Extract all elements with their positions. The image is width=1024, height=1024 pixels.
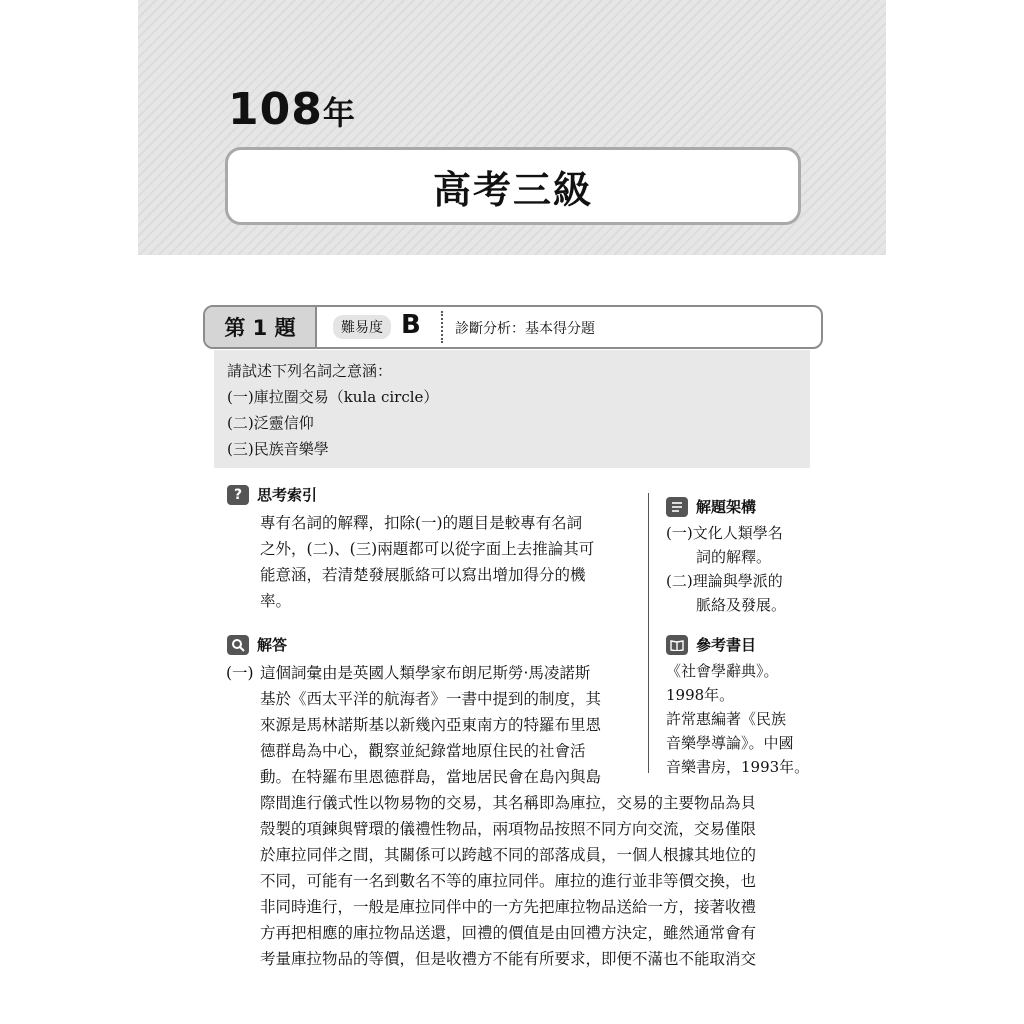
- question-item: (三)民族音樂學: [227, 440, 329, 458]
- text-line: 脈絡及發展。: [666, 596, 787, 614]
- framework-text: [666, 521, 806, 617]
- text-line: 基於《西太平洋的航海者》一書中提到的制度，其: [260, 690, 602, 708]
- difficulty-label: 難易度: [333, 315, 391, 339]
- question-mark-icon: ?: [227, 485, 249, 505]
- thinking-text: [260, 510, 632, 614]
- thinking-title: 思考索引: [257, 486, 318, 504]
- framework-heading: [666, 496, 756, 517]
- references-title: 參考書目: [696, 636, 757, 654]
- question-bar: [203, 305, 823, 349]
- question-body: [214, 350, 810, 468]
- text-line: 《社會學辭典》。: [666, 662, 779, 680]
- list-icon: [666, 497, 688, 517]
- text-line: 不同，可能有一名到數名不等的庫拉同伴。庫拉的進行並非等價交換，也: [260, 872, 757, 890]
- text-line: 音樂學導論》。中國: [666, 734, 794, 752]
- difficulty-grade: B: [401, 310, 421, 340]
- answer-marker: (一): [226, 664, 254, 682]
- references-heading: [666, 634, 756, 655]
- divider: [441, 311, 443, 343]
- text-line: 動。在特羅布里恩德群島，當地居民會在島內與島: [260, 768, 602, 786]
- text-line: 率。: [260, 592, 292, 610]
- text-line: 考量庫拉物品的等價，但是收禮方不能有所要求，即便不滿也不能取消交: [260, 950, 757, 968]
- thinking-heading: [227, 484, 317, 505]
- magnifier-icon: [227, 635, 249, 655]
- book-icon: [666, 635, 688, 655]
- exam-year: 108年: [228, 84, 356, 135]
- text-line: 專有名詞的解釋，扣除(一)的題目是較專有名詞: [260, 514, 583, 532]
- answer-heading: [227, 634, 287, 655]
- text-line: 於庫拉同伴之間，其關係可以跨越不同的部落成員，一個人根據其地位的: [260, 846, 757, 864]
- text-line: (一)文化人類學名: [666, 524, 783, 542]
- text-line: 非同時進行，一般是庫拉同伴中的一方先把庫拉物品送給一方，接著收禮: [260, 898, 757, 916]
- question-item: (二)泛靈信仰: [227, 414, 314, 432]
- question-item: (一)庫拉圈交易（kula circle）: [227, 388, 439, 406]
- text-line: 這個詞彙由是英國人類學家布朗尼斯勞·馬凌諾斯: [260, 664, 591, 682]
- answer-title: 解答: [257, 636, 288, 654]
- text-line: 來源是馬林諾斯基以新幾內亞東南方的特羅布里恩: [260, 716, 602, 734]
- text-line: 德群島為中心，觀察並紀錄當地原住民的社會活: [260, 742, 586, 760]
- text-line: 際間進行儀式性以物易物的交易，其名稱即為庫拉，交易的主要物品為貝: [260, 794, 757, 812]
- text-line: 詞的解釋。: [666, 548, 772, 566]
- text-line: 之外，(二)、(三)兩題都可以從字面上去推論其可: [260, 540, 595, 558]
- answer-text-narrow: [260, 660, 632, 790]
- question-number: 第 1 題: [205, 307, 317, 347]
- text-line: (二)理論與學派的: [666, 572, 783, 590]
- text-line: 1998年。: [666, 686, 735, 704]
- column-divider: [648, 493, 649, 773]
- question-prompt: 請試述下列名詞之意涵：: [227, 362, 393, 380]
- text-line: 方再把相應的庫拉物品送還，回禮的價值是由回禮方決定，雖然通常會有: [260, 924, 757, 942]
- text-line: 殼製的項鍊與臂環的儀禮性物品，兩項物品按照不同方向交流，交易僅限: [260, 820, 757, 838]
- diagnosis-text: 診斷分析：基本得分題: [455, 321, 595, 337]
- exam-title: 高考三級: [225, 147, 801, 225]
- answer-text-wide: [260, 790, 800, 972]
- text-line: 能意涵，若清楚發展脈絡可以寫出增加得分的機: [260, 566, 586, 584]
- text-line: 許常惠編著《民族: [666, 710, 787, 728]
- references-text: [666, 659, 816, 779]
- text-line: 音樂書房，1993年。: [666, 758, 810, 776]
- framework-title: 解題架構: [696, 498, 757, 516]
